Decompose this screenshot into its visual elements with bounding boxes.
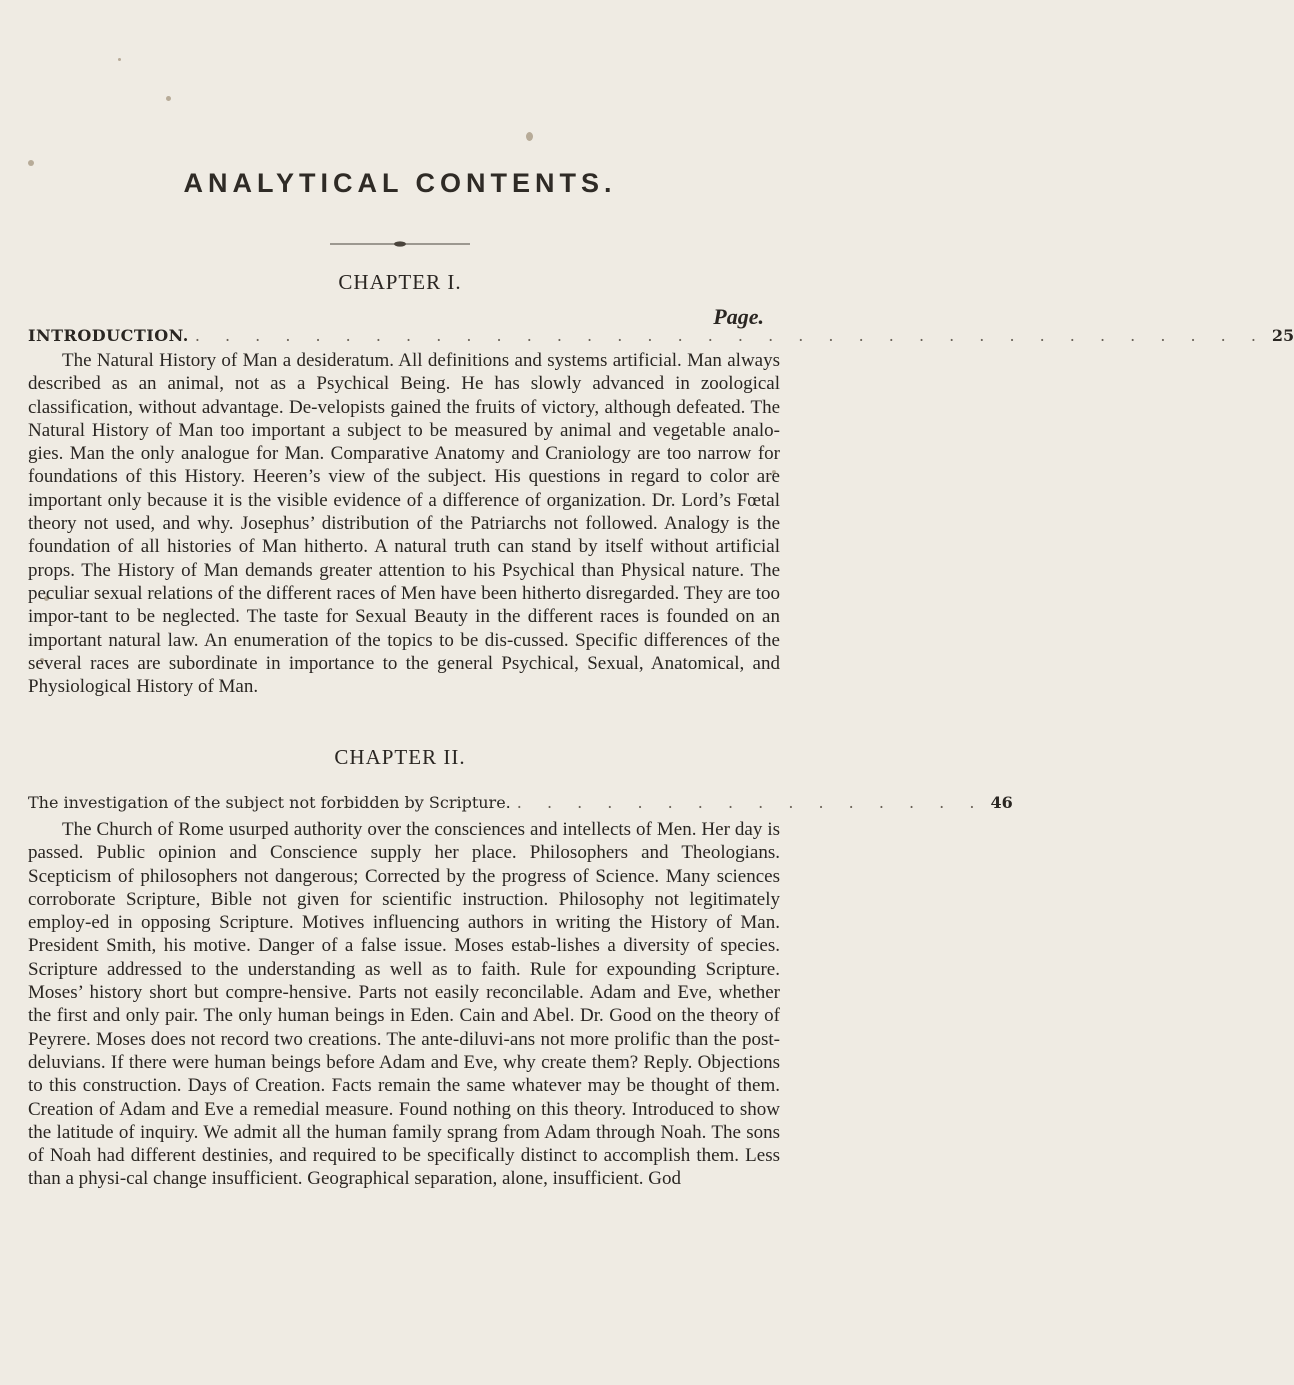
toc-entry-label: The investigation of the subject not forbidden by Scripture. — [28, 793, 511, 812]
chapter-heading: CHAPTER I. — [338, 270, 462, 294]
title-rule — [330, 241, 470, 247]
toc-entry — [28, 326, 1294, 345]
chapter-heading: CHAPTER II. — [334, 745, 466, 769]
page-title: ANALYTICAL CONTENTS. — [183, 168, 617, 198]
leader-dots: . . . . . . . . . . . . . . . . . . . . . . . . . . . . . . . . . . . . — [194, 326, 1266, 345]
leader-dots: . . . . . . . . . . . . . . . . — [516, 793, 985, 812]
toc-entry-page: 25 — [1271, 326, 1294, 345]
toc-entry-page: 46 — [990, 793, 1013, 812]
chapter-summary: The Church of Rome usurped authority over the consciences and intellects of Men. Her day is passed. Public opinion and Conscience supply her place. Philosophers and Theologians. Scepticism of philosophers not dangerous; Corrected by the progress of Science. Many sciences corroborate Scripture, Bible not given for scientific instruction. Philosophy not legitimately employ-ed in opposing Scripture. Motives influencing authors in writing the History of Man. President Smith, his motive. Danger of a false issue. Moses estab-lishes a diversity of species. Scripture addressed to the understanding as well as to faith. Rule for expounding Scripture. Moses’ history short but compre-hensive. Parts not easily reconcilable. Adam and Eve, whether the first and only pair. The only human beings in Eden. Cain and Abel. Dr. Good on the theory of Peyrere. Moses does not record two creations. The ante-diluvi-ans not more prolific than the post-deluvians. If there were human beings before Adam and Eve, why create them? Reply. Objections to this construction. Days of Creation. Facts remain the same whatever may be thought of them. Creation of Adam and Eve a remedial measure. Found nothing on this theory. Introduced to show the latitude of inquiry. We admit all the human family sprang from Adam through Noah. The sons of Noah had different destinies, and required to be specifically distinct to accomplish them. Less than a physi-cal change insufficient. Geographical separation, alone, insufficient. God — [28, 819, 780, 1190]
chapter-summary: The Natural History of Man a desideratum. All definitions and systems artificial. Man always described as an animal, not as a Psychical Being. He has slowly advanced in zoological classification, without advantage. De-velopists gained the fruits of victory, although defeated. The Natural History of Man too important a subject to be measured by animal and vegetable analo-gies. Man the only analogue for Man. Comparative Anatomy and Craniology are too narrow for foundations of this History. Heeren’s view of the subject. His questions in regard to color are important only because it is the visible evidence of a difference of organization. Dr. Lord’s Fœtal theory not used, and why. Josephus’ distribution of the Patriarchs not followed. Analogy is the foundation of all histories of Man hitherto. A natural truth can stand by itself without artificial props. The History of Man demands greater attention to his Psychical than Physical nature. The peculiar sexual relations of the different races of Men have been hitherto disregarded. They are too impor-tant to be neglected. The taste for Sexual Beauty in the different races is founded on an important natural law. An enumeration of the topics to be dis-cussed. Specific differences of the several races are subordinate in importance to the general Psychical, Sexual, Anatomical, and Physiological History of Man. — [28, 350, 780, 698]
toc-entry — [28, 793, 1013, 812]
toc-entry-label: INTRODUCTION. — [28, 326, 189, 345]
page-column-label: Page. — [713, 304, 764, 329]
